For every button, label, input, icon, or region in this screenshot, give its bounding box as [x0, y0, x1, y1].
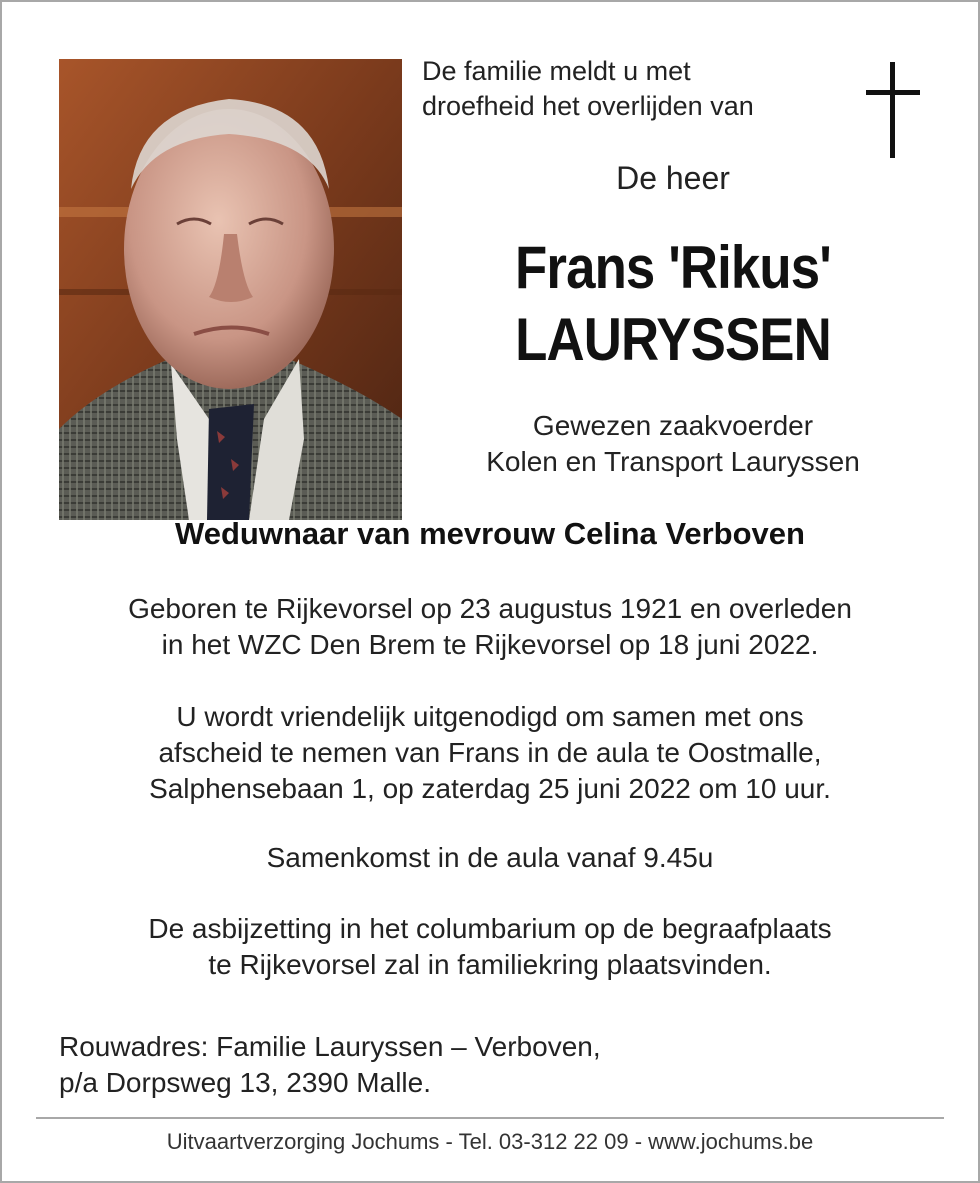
honorific-title: De heer: [616, 160, 730, 196]
intro-line-2: droefheid het overlijden van: [422, 91, 754, 121]
footer-divider: [36, 1117, 944, 1119]
funeral-director-footer: Uitvaartverzorging Jochums - Tel. 03-312 22 09 - www.jochums.be: [166, 1129, 814, 1154]
address-line-2: p/a Dorpsweg 13, 2390 Malle.: [59, 1067, 431, 1098]
intro-text: [422, 54, 842, 124]
mourning-address: [59, 1029, 759, 1101]
deceased-name: [433, 232, 913, 376]
cross-icon: [862, 60, 924, 160]
interment-line-1: De asbijzetting in het columbarium op de begraafplaats: [148, 913, 832, 944]
portrait-photo: [59, 59, 402, 520]
invitation-line-1: U wordt vriendelijk uitgenodigd om samen met ons: [176, 701, 804, 732]
deceased-surname: LAURYSSEN: [515, 306, 831, 373]
birth-line-2: in het WZC Den Brem te Rijkevorsel op 18 juni 2022.: [161, 629, 819, 660]
interment-line-2: te Rijkevorsel zal in familiekring plaatsvinden.: [208, 949, 772, 980]
invitation-paragraph: [0, 699, 980, 807]
birth-death-paragraph: [0, 591, 980, 663]
birth-line-1: Geboren te Rijkevorsel op 23 augustus 1921 en overleden: [128, 593, 852, 624]
invitation-line-3: Salphensebaan 1, op zaterdag 25 juni 2022 om 10 uur.: [149, 773, 831, 804]
deceased-first-name: Frans 'Rikus': [515, 234, 831, 301]
occupation-line-1: Gewezen zaakvoerder: [532, 410, 814, 441]
intro-line-1: De familie meldt u met: [422, 56, 691, 86]
address-line-1: Rouwadres: Familie Lauryssen – Verboven,: [59, 1031, 601, 1062]
occupation-line-2: Kolen en Transport Lauryssen: [486, 446, 860, 477]
gathering-line: Samenkomst in de aula vanaf 9.45u: [266, 842, 714, 873]
invitation-line-2: afscheid te nemen van Frans in de aula te Oostmalle,: [158, 737, 822, 768]
interment-paragraph: [0, 911, 980, 983]
occupation: [400, 408, 946, 480]
widower-line: Weduwnaar van mevrouw Celina Verboven: [175, 516, 805, 551]
